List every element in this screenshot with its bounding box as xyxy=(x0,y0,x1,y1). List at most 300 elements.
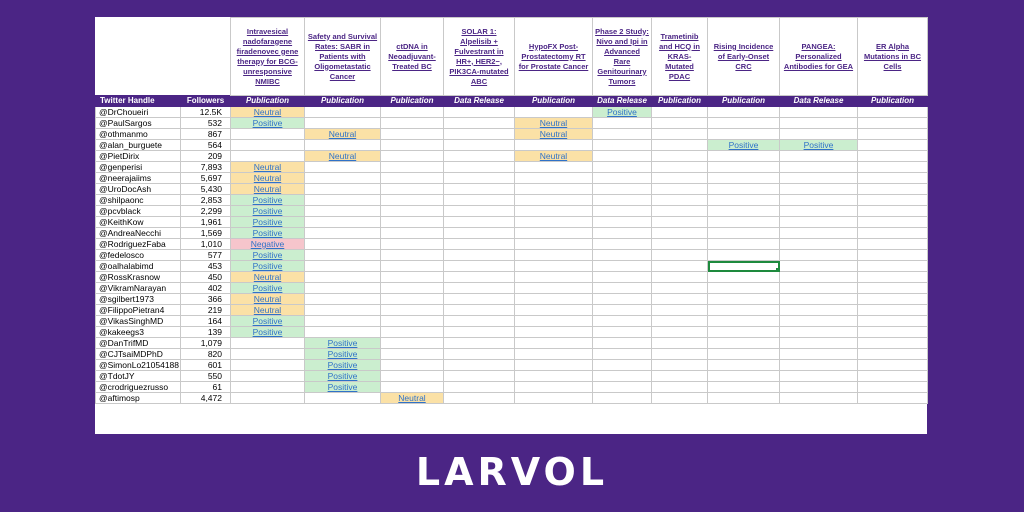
empty-cell[interactable] xyxy=(858,261,928,272)
empty-cell[interactable] xyxy=(593,195,652,206)
sentiment-cell-neutral[interactable] xyxy=(515,151,593,162)
sentiment-link[interactable]: Positive xyxy=(327,371,358,381)
twitter-handle-cell[interactable]: @TdotJY xyxy=(96,371,181,382)
topic-title-3[interactable] xyxy=(444,18,515,96)
empty-cell[interactable] xyxy=(593,206,652,217)
empty-cell[interactable] xyxy=(652,316,708,327)
empty-cell[interactable] xyxy=(444,305,515,316)
empty-cell[interactable] xyxy=(780,151,858,162)
empty-cell[interactable] xyxy=(780,195,858,206)
empty-cell[interactable] xyxy=(858,206,928,217)
empty-cell[interactable] xyxy=(515,327,593,338)
followers-cell[interactable]: 1,010 xyxy=(181,239,231,250)
empty-cell[interactable] xyxy=(444,195,515,206)
followers-cell[interactable]: 550 xyxy=(181,371,231,382)
empty-cell[interactable] xyxy=(780,217,858,228)
empty-cell[interactable] xyxy=(708,338,780,349)
empty-cell[interactable] xyxy=(780,228,858,239)
sentiment-cell-positive[interactable] xyxy=(305,349,381,360)
empty-cell[interactable] xyxy=(444,162,515,173)
empty-cell[interactable] xyxy=(444,283,515,294)
empty-cell[interactable] xyxy=(593,305,652,316)
empty-cell[interactable] xyxy=(444,118,515,129)
empty-cell[interactable] xyxy=(652,173,708,184)
empty-cell[interactable] xyxy=(780,129,858,140)
empty-cell[interactable] xyxy=(381,294,444,305)
followers-cell[interactable]: 61 xyxy=(181,382,231,393)
empty-cell[interactable] xyxy=(444,360,515,371)
empty-cell[interactable] xyxy=(444,151,515,162)
empty-cell[interactable] xyxy=(780,173,858,184)
empty-cell[interactable] xyxy=(708,294,780,305)
empty-cell[interactable] xyxy=(515,239,593,250)
empty-cell[interactable] xyxy=(305,228,381,239)
empty-cell[interactable] xyxy=(381,360,444,371)
empty-cell[interactable] xyxy=(231,360,305,371)
empty-cell[interactable] xyxy=(305,184,381,195)
empty-cell[interactable] xyxy=(515,228,593,239)
empty-cell[interactable] xyxy=(515,162,593,173)
empty-cell[interactable] xyxy=(652,371,708,382)
empty-cell[interactable] xyxy=(780,327,858,338)
empty-cell[interactable] xyxy=(515,217,593,228)
empty-cell[interactable] xyxy=(444,371,515,382)
empty-cell[interactable] xyxy=(593,250,652,261)
empty-cell[interactable] xyxy=(444,261,515,272)
empty-cell[interactable] xyxy=(444,349,515,360)
empty-cell[interactable] xyxy=(593,239,652,250)
empty-cell[interactable] xyxy=(858,294,928,305)
empty-cell[interactable] xyxy=(593,162,652,173)
empty-cell[interactable] xyxy=(858,272,928,283)
sentiment-link[interactable]: Positive xyxy=(327,349,358,359)
sentiment-link[interactable]: Neutral xyxy=(253,305,282,315)
empty-cell[interactable] xyxy=(780,393,858,404)
empty-cell[interactable] xyxy=(708,393,780,404)
sentiment-cell-neutral[interactable] xyxy=(305,129,381,140)
sentiment-cell-neutral[interactable] xyxy=(381,393,444,404)
empty-cell[interactable] xyxy=(381,151,444,162)
empty-cell[interactable] xyxy=(858,228,928,239)
sentiment-link[interactable]: Neutral xyxy=(539,129,568,139)
twitter-handle-cell[interactable]: @genperisi xyxy=(96,162,181,173)
sentiment-cell-positive[interactable] xyxy=(231,217,305,228)
selected-cell[interactable] xyxy=(708,261,780,272)
empty-cell[interactable] xyxy=(708,195,780,206)
empty-cell[interactable] xyxy=(708,151,780,162)
empty-cell[interactable] xyxy=(593,140,652,151)
sentiment-cell-positive[interactable] xyxy=(780,140,858,151)
empty-cell[interactable] xyxy=(652,305,708,316)
sentiment-link[interactable]: Neutral xyxy=(253,184,282,194)
followers-cell[interactable]: 366 xyxy=(181,294,231,305)
sentiment-link[interactable]: Positive xyxy=(252,261,283,271)
empty-cell[interactable] xyxy=(381,250,444,261)
topic-title-9[interactable] xyxy=(858,18,928,96)
sentiment-cell-positive[interactable] xyxy=(231,283,305,294)
empty-cell[interactable] xyxy=(381,107,444,118)
empty-cell[interactable] xyxy=(858,393,928,404)
twitter-handle-cell[interactable]: @PietDirix xyxy=(96,151,181,162)
empty-cell[interactable] xyxy=(708,305,780,316)
sentiment-cell-neutral[interactable] xyxy=(231,294,305,305)
sentiment-cell-positive[interactable] xyxy=(231,327,305,338)
twitter-handle-cell[interactable]: @VikasSinghMD xyxy=(96,316,181,327)
empty-cell[interactable] xyxy=(231,382,305,393)
sentiment-link[interactable]: Neutral xyxy=(253,162,282,172)
sentiment-cell-positive[interactable] xyxy=(231,195,305,206)
topic-title-4[interactable] xyxy=(515,18,593,96)
empty-cell[interactable] xyxy=(593,184,652,195)
twitter-handle-header[interactable]: Twitter Handle xyxy=(96,96,181,107)
sentiment-cell-neutral[interactable] xyxy=(515,129,593,140)
empty-cell[interactable] xyxy=(381,327,444,338)
empty-cell[interactable] xyxy=(381,184,444,195)
empty-cell[interactable] xyxy=(780,184,858,195)
twitter-handle-cell[interactable]: @VikramNarayan xyxy=(96,283,181,294)
sentiment-cell-neutral[interactable] xyxy=(515,118,593,129)
twitter-handle-cell[interactable]: @shilpaonc xyxy=(96,195,181,206)
twitter-handle-cell[interactable]: @RossKrasnow xyxy=(96,272,181,283)
sentiment-link[interactable]: Neutral xyxy=(253,107,282,117)
empty-cell[interactable] xyxy=(305,261,381,272)
empty-cell[interactable] xyxy=(381,239,444,250)
empty-cell[interactable] xyxy=(858,195,928,206)
sentiment-link[interactable]: Positive xyxy=(607,107,637,117)
topic-title-link[interactable]: Rising Incidence of Early-Onset CRC xyxy=(713,41,774,71)
empty-cell[interactable] xyxy=(444,184,515,195)
followers-cell[interactable]: 139 xyxy=(181,327,231,338)
sentiment-link[interactable]: Neutral xyxy=(328,151,357,161)
empty-cell[interactable] xyxy=(231,338,305,349)
empty-cell[interactable] xyxy=(515,349,593,360)
sentiment-cell-positive[interactable] xyxy=(305,338,381,349)
sentiment-cell-neutral[interactable] xyxy=(231,107,305,118)
empty-cell[interactable] xyxy=(652,129,708,140)
sentiment-link[interactable]: Positive xyxy=(327,360,358,370)
followers-cell[interactable]: 5,697 xyxy=(181,173,231,184)
topic-title-link[interactable]: HypoFX Post-Prostatectomy RT for Prostate Cancer xyxy=(518,41,589,71)
empty-cell[interactable] xyxy=(780,316,858,327)
empty-cell[interactable] xyxy=(305,118,381,129)
empty-cell[interactable] xyxy=(515,261,593,272)
empty-cell[interactable] xyxy=(780,261,858,272)
twitter-handle-cell[interactable]: @PaulSargos xyxy=(96,118,181,129)
empty-cell[interactable] xyxy=(858,151,928,162)
empty-cell[interactable] xyxy=(858,107,928,118)
empty-cell[interactable] xyxy=(652,283,708,294)
empty-cell[interactable] xyxy=(444,217,515,228)
empty-cell[interactable] xyxy=(652,393,708,404)
sentiment-cell-negative[interactable] xyxy=(231,239,305,250)
empty-cell[interactable] xyxy=(708,206,780,217)
sentiment-cell-neutral[interactable] xyxy=(231,184,305,195)
empty-cell[interactable] xyxy=(708,283,780,294)
empty-cell[interactable] xyxy=(515,382,593,393)
empty-cell[interactable] xyxy=(444,327,515,338)
empty-cell[interactable] xyxy=(381,228,444,239)
followers-cell[interactable]: 577 xyxy=(181,250,231,261)
empty-cell[interactable] xyxy=(305,107,381,118)
empty-cell[interactable] xyxy=(780,305,858,316)
topic-title-link[interactable]: Phase 2 Study: Nivo and Ipi in Advanced Rare Genitourinary Tumors xyxy=(595,26,649,86)
twitter-handle-cell[interactable]: @AndreaNecchi xyxy=(96,228,181,239)
topic-title-7[interactable] xyxy=(708,18,780,96)
empty-cell[interactable] xyxy=(593,349,652,360)
empty-cell[interactable] xyxy=(708,217,780,228)
empty-cell[interactable] xyxy=(231,140,305,151)
twitter-handle-cell[interactable]: @fedelosco xyxy=(96,250,181,261)
sentiment-link[interactable]: Positive xyxy=(327,338,358,348)
empty-cell[interactable] xyxy=(858,283,928,294)
empty-cell[interactable] xyxy=(515,305,593,316)
empty-cell[interactable] xyxy=(652,327,708,338)
empty-cell[interactable] xyxy=(593,294,652,305)
empty-cell[interactable] xyxy=(708,228,780,239)
empty-cell[interactable] xyxy=(593,382,652,393)
sentiment-link[interactable]: Positive xyxy=(252,118,283,128)
twitter-handle-cell[interactable]: @RodriguezFaba xyxy=(96,239,181,250)
empty-cell[interactable] xyxy=(780,371,858,382)
followers-cell[interactable]: 2,853 xyxy=(181,195,231,206)
empty-cell[interactable] xyxy=(305,173,381,184)
empty-cell[interactable] xyxy=(593,371,652,382)
empty-cell[interactable] xyxy=(858,129,928,140)
sentiment-link[interactable]: Neutral xyxy=(328,129,357,139)
empty-cell[interactable] xyxy=(708,327,780,338)
empty-cell[interactable] xyxy=(381,371,444,382)
empty-cell[interactable] xyxy=(593,173,652,184)
sentiment-link[interactable]: Negative xyxy=(250,239,285,249)
empty-cell[interactable] xyxy=(305,140,381,151)
empty-cell[interactable] xyxy=(444,316,515,327)
sentiment-cell-positive[interactable] xyxy=(231,118,305,129)
empty-cell[interactable] xyxy=(515,195,593,206)
empty-cell[interactable] xyxy=(652,294,708,305)
empty-cell[interactable] xyxy=(780,349,858,360)
empty-cell[interactable] xyxy=(708,316,780,327)
empty-cell[interactable] xyxy=(593,272,652,283)
sentiment-cell-neutral[interactable] xyxy=(231,305,305,316)
empty-cell[interactable] xyxy=(858,173,928,184)
followers-header[interactable]: Followers xyxy=(181,96,231,107)
empty-cell[interactable] xyxy=(444,239,515,250)
followers-cell[interactable]: 219 xyxy=(181,305,231,316)
empty-cell[interactable] xyxy=(708,250,780,261)
empty-cell[interactable] xyxy=(593,129,652,140)
empty-cell[interactable] xyxy=(858,316,928,327)
empty-cell[interactable] xyxy=(444,250,515,261)
empty-cell[interactable] xyxy=(593,261,652,272)
empty-cell[interactable] xyxy=(515,107,593,118)
empty-cell[interactable] xyxy=(708,349,780,360)
empty-cell[interactable] xyxy=(652,338,708,349)
sentiment-cell-positive[interactable] xyxy=(305,360,381,371)
empty-cell[interactable] xyxy=(305,283,381,294)
empty-cell[interactable] xyxy=(858,184,928,195)
empty-cell[interactable] xyxy=(381,129,444,140)
followers-cell[interactable]: 453 xyxy=(181,261,231,272)
sentiment-cell-neutral[interactable] xyxy=(231,173,305,184)
followers-cell[interactable]: 450 xyxy=(181,272,231,283)
empty-cell[interactable] xyxy=(515,371,593,382)
sentiment-link[interactable]: Positive xyxy=(252,283,283,293)
empty-cell[interactable] xyxy=(515,360,593,371)
sentiment-cell-neutral[interactable] xyxy=(305,151,381,162)
followers-cell[interactable]: 164 xyxy=(181,316,231,327)
twitter-handle-cell[interactable]: @CJTsaiMDPhD xyxy=(96,349,181,360)
empty-cell[interactable] xyxy=(780,283,858,294)
topic-title-5[interactable] xyxy=(593,18,652,96)
twitter-handle-cell[interactable]: @UroDocAsh xyxy=(96,184,181,195)
empty-cell[interactable] xyxy=(515,294,593,305)
sentiment-cell-positive[interactable] xyxy=(231,316,305,327)
empty-cell[interactable] xyxy=(515,184,593,195)
topic-title-link[interactable]: Safety and Survival Rates: SABR in Patients with Oligometastatic Cancer xyxy=(307,31,378,81)
empty-cell[interactable] xyxy=(858,327,928,338)
twitter-handle-cell[interactable]: @SimonLo21054188 xyxy=(96,360,181,371)
empty-cell[interactable] xyxy=(652,118,708,129)
empty-cell[interactable] xyxy=(858,338,928,349)
empty-cell[interactable] xyxy=(231,393,305,404)
sentiment-link[interactable]: Positive xyxy=(252,206,283,216)
empty-cell[interactable] xyxy=(381,162,444,173)
empty-cell[interactable] xyxy=(708,173,780,184)
empty-cell[interactable] xyxy=(652,250,708,261)
empty-cell[interactable] xyxy=(381,338,444,349)
empty-cell[interactable] xyxy=(305,239,381,250)
empty-cell[interactable] xyxy=(515,140,593,151)
empty-cell[interactable] xyxy=(305,327,381,338)
empty-cell[interactable] xyxy=(858,360,928,371)
sentiment-cell-positive[interactable] xyxy=(593,107,652,118)
empty-cell[interactable] xyxy=(780,360,858,371)
empty-cell[interactable] xyxy=(444,393,515,404)
sentiment-link[interactable]: Positive xyxy=(252,327,283,337)
empty-cell[interactable] xyxy=(708,382,780,393)
twitter-handle-cell[interactable]: @alan_burguete xyxy=(96,140,181,151)
empty-cell[interactable] xyxy=(593,327,652,338)
empty-cell[interactable] xyxy=(708,107,780,118)
topic-title-2[interactable] xyxy=(381,18,444,96)
empty-cell[interactable] xyxy=(444,228,515,239)
empty-cell[interactable] xyxy=(652,107,708,118)
empty-cell[interactable] xyxy=(652,151,708,162)
empty-cell[interactable] xyxy=(381,173,444,184)
empty-cell[interactable] xyxy=(780,162,858,173)
empty-cell[interactable] xyxy=(708,162,780,173)
empty-cell[interactable] xyxy=(858,250,928,261)
twitter-handle-cell[interactable]: @neerajaiims xyxy=(96,173,181,184)
empty-cell[interactable] xyxy=(305,305,381,316)
empty-cell[interactable] xyxy=(381,283,444,294)
empty-cell[interactable] xyxy=(593,393,652,404)
followers-cell[interactable]: 4,472 xyxy=(181,393,231,404)
empty-cell[interactable] xyxy=(305,294,381,305)
twitter-handle-cell[interactable]: @crodriguezrusso xyxy=(96,382,181,393)
followers-cell[interactable]: 402 xyxy=(181,283,231,294)
sentiment-link[interactable]: Positive xyxy=(803,140,834,150)
empty-cell[interactable] xyxy=(305,316,381,327)
followers-cell[interactable]: 820 xyxy=(181,349,231,360)
topic-title-link[interactable]: SOLAR 1: Alpelisib + Fulvestrant in HR+, HER2−, PIK3CA-mutated ABC xyxy=(449,26,509,86)
empty-cell[interactable] xyxy=(231,151,305,162)
empty-cell[interactable] xyxy=(780,107,858,118)
sentiment-cell-neutral[interactable] xyxy=(231,272,305,283)
sentiment-cell-positive[interactable] xyxy=(708,140,780,151)
empty-cell[interactable] xyxy=(381,349,444,360)
empty-cell[interactable] xyxy=(708,184,780,195)
empty-cell[interactable] xyxy=(652,261,708,272)
empty-cell[interactable] xyxy=(652,349,708,360)
empty-cell[interactable] xyxy=(381,305,444,316)
empty-cell[interactable] xyxy=(858,162,928,173)
empty-cell[interactable] xyxy=(858,305,928,316)
empty-cell[interactable] xyxy=(381,118,444,129)
empty-cell[interactable] xyxy=(515,338,593,349)
empty-cell[interactable] xyxy=(593,316,652,327)
empty-cell[interactable] xyxy=(444,338,515,349)
empty-cell[interactable] xyxy=(780,382,858,393)
empty-cell[interactable] xyxy=(593,228,652,239)
empty-cell[interactable] xyxy=(708,118,780,129)
empty-cell[interactable] xyxy=(231,371,305,382)
sentiment-link[interactable]: Neutral xyxy=(253,173,282,183)
empty-cell[interactable] xyxy=(652,382,708,393)
empty-cell[interactable] xyxy=(515,206,593,217)
sentiment-cell-neutral[interactable] xyxy=(231,162,305,173)
empty-cell[interactable] xyxy=(593,283,652,294)
sentiment-link[interactable]: Neutral xyxy=(253,272,282,282)
empty-cell[interactable] xyxy=(780,250,858,261)
empty-cell[interactable] xyxy=(708,371,780,382)
topic-title-link[interactable]: PANGEA: Personalized Antibodies for GEA xyxy=(783,41,854,71)
empty-cell[interactable] xyxy=(652,206,708,217)
empty-cell[interactable] xyxy=(515,393,593,404)
sentiment-link[interactable]: Neutral xyxy=(253,294,282,304)
topic-title-6[interactable] xyxy=(652,18,708,96)
twitter-handle-cell[interactable]: @pcvblack xyxy=(96,206,181,217)
empty-cell[interactable] xyxy=(515,272,593,283)
sentiment-link[interactable]: Positive xyxy=(252,228,283,238)
topic-title-link[interactable]: Intravesical nadofaragene firadenovec gene therapy for BCG-unresponsive NMIBC xyxy=(236,26,299,86)
followers-cell[interactable]: 1,961 xyxy=(181,217,231,228)
sentiment-cell-positive[interactable] xyxy=(231,228,305,239)
empty-cell[interactable] xyxy=(515,173,593,184)
empty-cell[interactable] xyxy=(231,349,305,360)
topic-title-link[interactable]: ctDNA in Neoadjuvant-Treated BC xyxy=(388,41,436,71)
empty-cell[interactable] xyxy=(593,360,652,371)
sentiment-link[interactable]: Positive xyxy=(252,250,283,260)
sentiment-link[interactable]: Neutral xyxy=(398,393,426,403)
empty-cell[interactable] xyxy=(381,217,444,228)
followers-cell[interactable]: 1,079 xyxy=(181,338,231,349)
empty-cell[interactable] xyxy=(444,129,515,140)
empty-cell[interactable] xyxy=(381,316,444,327)
empty-cell[interactable] xyxy=(708,129,780,140)
sentiment-link[interactable]: Positive xyxy=(252,217,283,227)
empty-cell[interactable] xyxy=(708,272,780,283)
empty-cell[interactable] xyxy=(305,217,381,228)
topic-title-link[interactable]: Trametinib and HCQ in KRAS-Mutated PDAC xyxy=(659,31,700,81)
empty-cell[interactable] xyxy=(858,371,928,382)
empty-cell[interactable] xyxy=(593,151,652,162)
empty-cell[interactable] xyxy=(305,206,381,217)
topic-title-8[interactable] xyxy=(780,18,858,96)
followers-cell[interactable]: 12.5K xyxy=(181,107,231,118)
empty-cell[interactable] xyxy=(381,382,444,393)
sentiment-link[interactable]: Neutral xyxy=(539,151,568,161)
